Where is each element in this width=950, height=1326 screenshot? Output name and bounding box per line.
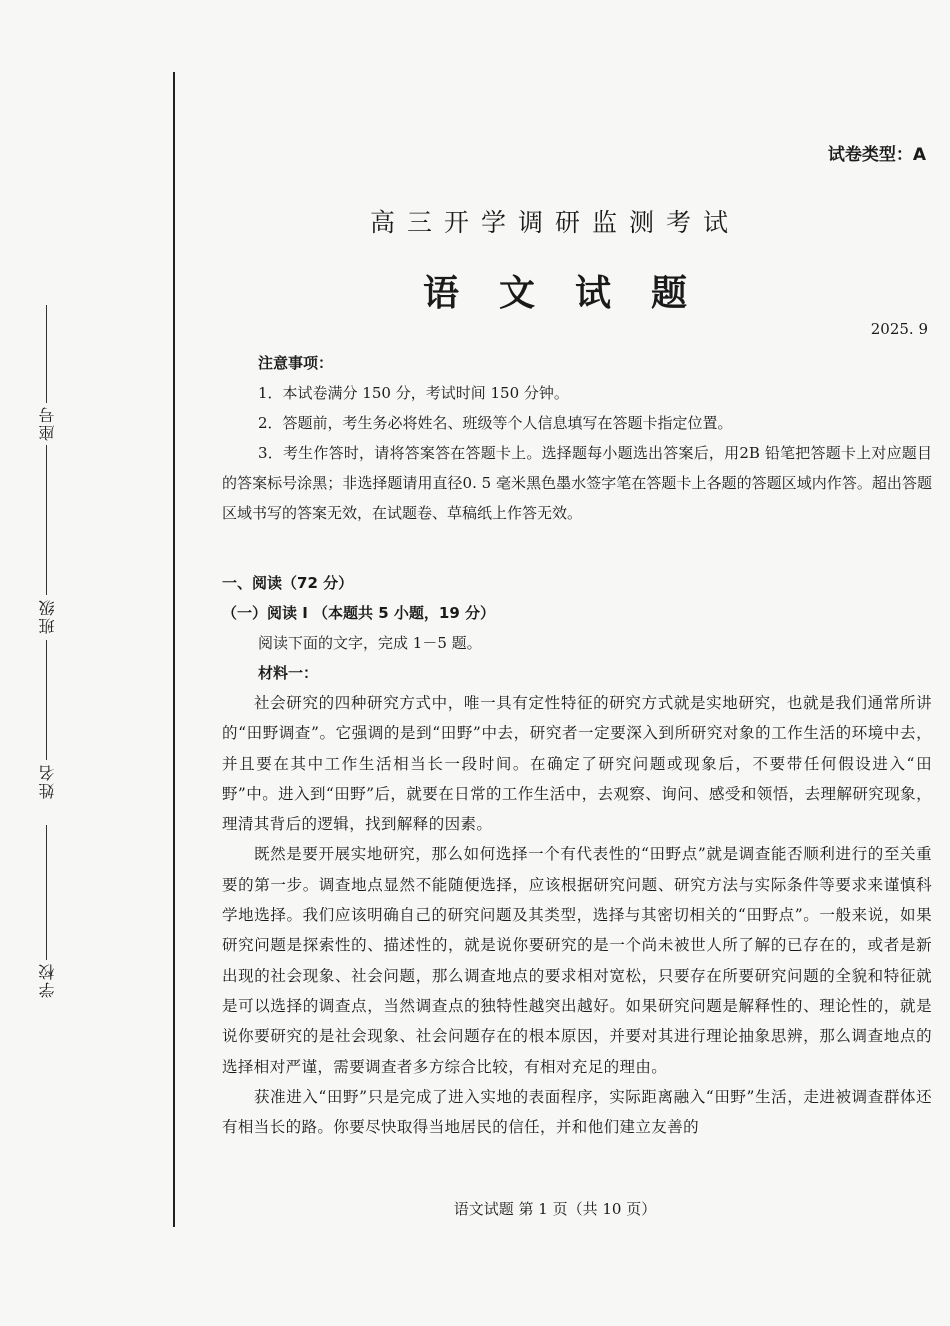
exam-date: 2025. 9 <box>870 320 928 338</box>
part-heading: 一、阅读（72 分） <box>222 574 354 592</box>
notes-heading: 注意事项： <box>258 354 334 372</box>
note-item: 3．考生作答时，请将答案答在答题卡上。选择题每小题选出答案后，用2B 铅笔把答题卡上对应题目的答案标号涂黑；非选择题请用直径0. 5 毫米黑色墨水签字笔在答题卡上各题的答题区域内作答。超出答题区域书写的答案无效，在试题卷、草稿纸上作答无效。 <box>222 444 932 522</box>
body-paragraph: 既然是要开展实地研究，那么如何选择一个有代表性的“田野点”就是调查能否顺利进行的至关重要的第一步。调查地点显然不能随便选择，应该根据研究问题、研究方法与实际条件等要求来谨慎科学地选择。我们应该明确自己的研究问题及其类型，选择与其密切相关的“田野点”。一般来说，如果研究问题是探索性的、描述性的，就是说你要研究的是一个尚未被世人所了解的已存在的，或者是新出现的社会现象、社会问题，那么调查地点的要求相对宽松，只要存在所要研究问题的全貌和特征就是可以选择的调查点，当然调查点的独特性越突出越好。如果研究问题是解释性的、理论性的，就是说你要研究的是社会现象、社会问题存在的根本原因，并要对其进行理论抽象思辨，那么调查地点的选择相对严谨，需要调查者多方综合比较，有相对充足的理由。 <box>222 845 932 1076</box>
seat-label: 座号 <box>38 405 57 441</box>
material-label: 材料一： <box>258 664 319 682</box>
notes-block <box>222 348 932 528</box>
exam-subtitle: 高三开学调研监测考试 <box>369 208 740 237</box>
reading-section <box>222 568 932 1142</box>
class-label: 班级 <box>38 598 57 634</box>
name-underline <box>46 640 47 760</box>
subpart-heading: （一）阅读 I （本题共 5 小题，19 分） <box>222 604 496 622</box>
seat-underline <box>46 305 47 403</box>
note-item: 2．答题前，考生务必将姓名、班级等个人信息填写在答题卡指定位置。 <box>258 414 733 432</box>
paper-type-label: 试卷类型：A <box>827 145 926 165</box>
body-paragraph: 社会研究的四种研究方式中，唯一具有定性特征的研究方式就是实地研究，也就是我们通常所讲的“田野调查”。它强调的是到“田野”中去，研究者一定要深入到所研究对象的工作生活的环境中去，并且要在其中工作生活相当长一段时间。在确定了研究问题或现象后，不要带任何假设进入“田野”中。进入到“田野”后，就要在日常的工作生活中，去观察、询问、感受和领悟，去理解研究现象，理清其背后的逻辑，找到解释的因素。 <box>222 694 932 834</box>
binding-line <box>173 72 175 1227</box>
body-paragraph: 获准进入“田野”只是完成了进入实地的表面程序，实际距离融入“田野”生活，走进被调查群体还有相当长的路。你要尽快取得当地居民的信任，并和他们建立友善的 <box>222 1087 932 1137</box>
exam-title: 语文试题 <box>422 273 727 314</box>
name-label: 姓名 <box>38 763 57 799</box>
class-underline <box>46 445 47 595</box>
page-footer: 语文试题 第 1 页（共 10 页） <box>453 1200 657 1218</box>
instruction-text: 阅读下面的文字，完成 1－5 题。 <box>258 634 482 652</box>
school-underline <box>46 825 47 960</box>
school-label: 学校 <box>38 962 57 998</box>
note-item: 1．本试卷满分 150 分，考试时间 150 分钟。 <box>258 384 569 402</box>
